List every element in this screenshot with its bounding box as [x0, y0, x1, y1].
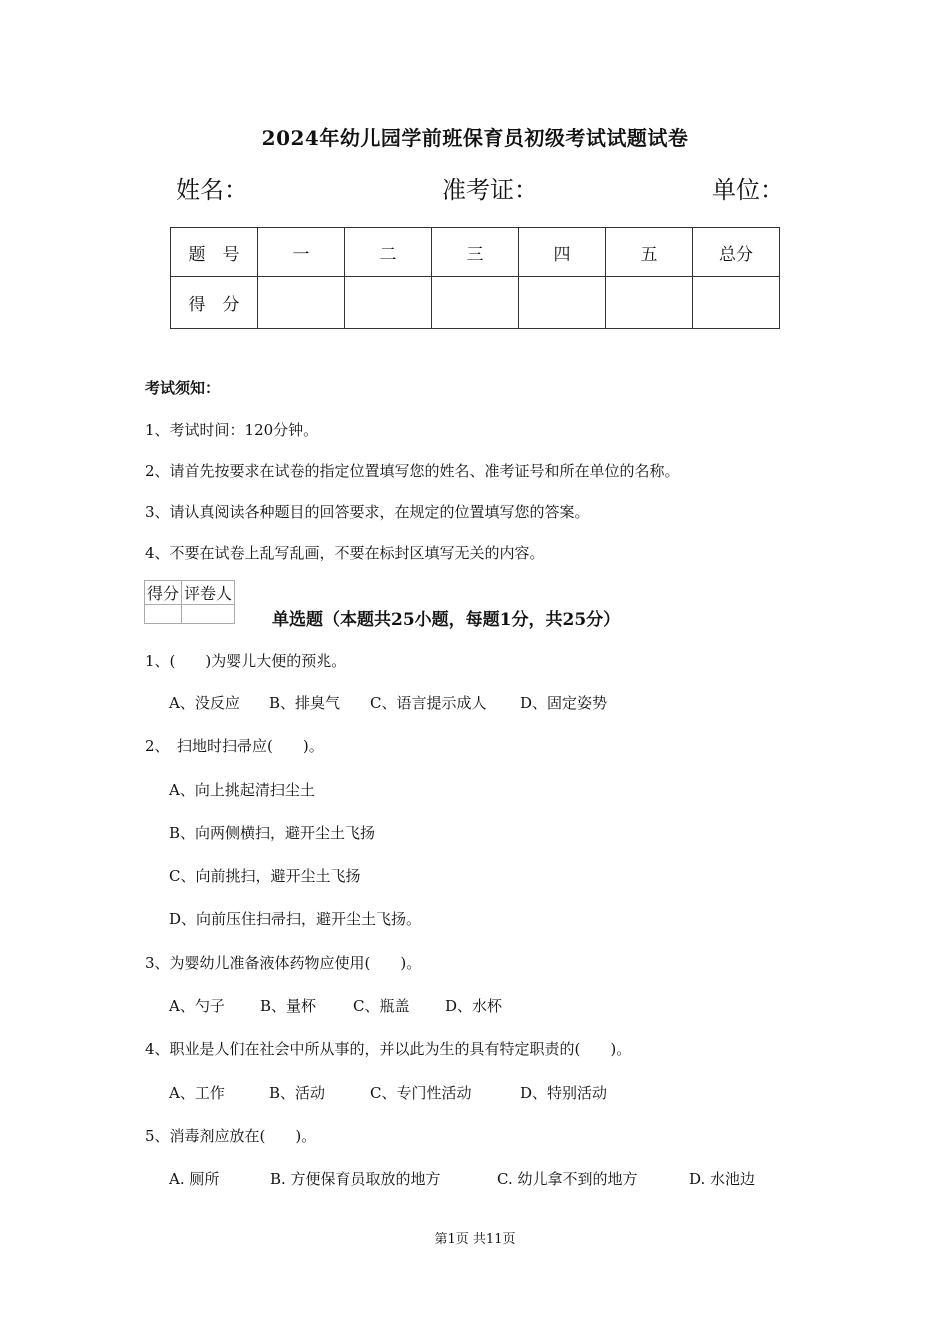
notice-item: 1、考试时间：120分钟。 [145, 421, 319, 439]
score-cell[interactable] [606, 277, 693, 329]
name-field-label: 姓名： [176, 176, 248, 204]
option: A. 厕所 [169, 1170, 220, 1188]
option: C、瓶盖 [353, 997, 410, 1015]
exam-id-field-label: 准考证： [442, 176, 538, 204]
question-stem: 2、 扫地时扫帚应( )。 [145, 737, 324, 755]
score-row-label: 得 分 [171, 277, 258, 329]
grader-score-label: 得分 [145, 581, 182, 605]
score-table [170, 227, 780, 329]
option: B、向两侧横扫，避开尘土飞扬 [169, 824, 376, 842]
option: D、固定姿势 [520, 694, 608, 712]
section-title: 单选题（本题共25小题，每题1分，共25分） [272, 610, 621, 630]
option: A、勺子 [169, 997, 225, 1015]
question-stem: 3、为婴幼儿准备液体药物应使用( )。 [145, 954, 422, 972]
option: B. 方便保育员取放的地方 [270, 1170, 441, 1188]
grader-reviewer-label: 评卷人 [182, 581, 235, 605]
option: D、水杯 [445, 997, 503, 1015]
notice-item: 2、请首先按要求在试卷的指定位置填写您的姓名、准考证号和所在单位的名称。 [145, 462, 680, 480]
grader-box [144, 580, 235, 624]
notice-item: 4、不要在试卷上乱写乱画，不要在标封区填写无关的内容。 [145, 544, 545, 562]
option: B、活动 [269, 1084, 326, 1102]
option: A、工作 [169, 1084, 225, 1102]
option: A、向上挑起清扫尘土 [169, 781, 315, 799]
option: D. 水池边 [689, 1170, 756, 1188]
score-cell[interactable] [693, 277, 780, 329]
question-stem: 4、职业是人们在社会中所从事的，并以此为生的具有特定职责的( )。 [145, 1040, 632, 1058]
option: C. 幼儿拿不到的地方 [497, 1170, 638, 1188]
score-header-cell: 一 [258, 228, 345, 277]
option: C、语言提示成人 [370, 694, 487, 712]
option: D、向前压住扫帚扫，避开尘土飞扬。 [169, 910, 422, 928]
score-header-cell: 五 [606, 228, 693, 277]
page-footer: 第1页 共11页 [434, 1232, 516, 1247]
score-cell[interactable] [345, 277, 432, 329]
score-header-cell: 四 [519, 228, 606, 277]
score-header-cell: 题 号 [171, 228, 258, 277]
score-table-header-row [171, 228, 780, 277]
score-cell[interactable] [258, 277, 345, 329]
grader-score-cell[interactable] [145, 605, 182, 624]
score-cell[interactable] [432, 277, 519, 329]
score-header-cell: 三 [432, 228, 519, 277]
option: B、排臭气 [269, 694, 341, 712]
score-cell[interactable] [519, 277, 606, 329]
option: B、量杯 [260, 997, 317, 1015]
score-header-cell: 总分 [693, 228, 780, 277]
notice-heading: 考试须知： [145, 379, 221, 397]
page-title: 2024年幼儿园学前班保育员初级考试试题试卷 [261, 126, 689, 150]
option: C、专门性活动 [370, 1084, 472, 1102]
score-header-cell: 二 [345, 228, 432, 277]
option: D、特别活动 [520, 1084, 608, 1102]
question-stem: 1、( )为婴儿大便的预兆。 [145, 652, 347, 670]
question-stem: 5、消毒剂应放在( )。 [145, 1127, 317, 1145]
unit-field-label: 单位： [712, 176, 784, 204]
option: A、没反应 [169, 694, 240, 712]
score-table-score-row [171, 277, 780, 329]
grader-reviewer-cell[interactable] [182, 605, 235, 624]
notice-item: 3、请认真阅读各种题目的回答要求，在规定的位置填写您的答案。 [145, 503, 590, 521]
option: C、向前挑扫，避开尘土飞扬 [169, 867, 361, 885]
